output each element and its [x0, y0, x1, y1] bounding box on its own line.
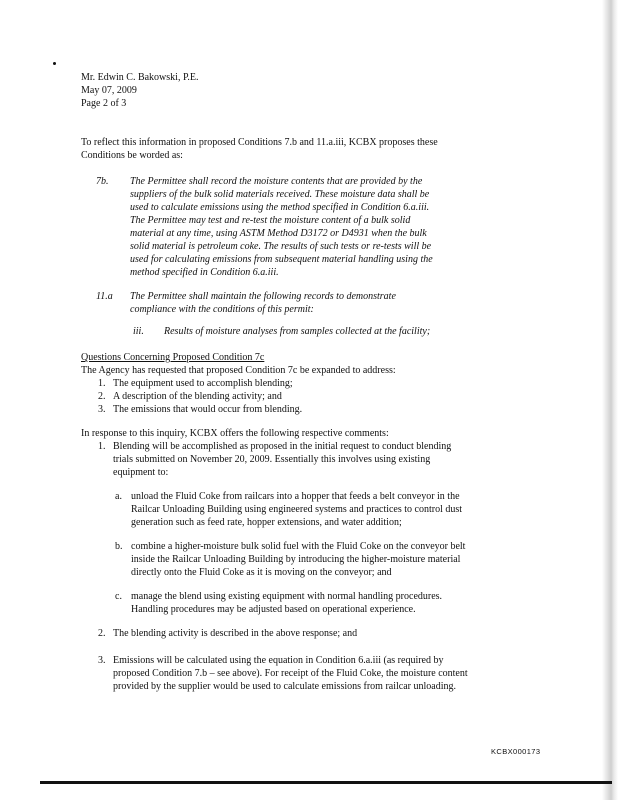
- intro-line-1: To reflect this information in proposed Conditions 7.b and 11.a.iii, KCBX proposes these: [81, 137, 438, 148]
- condition-11a-sub-label: iii.: [133, 326, 144, 337]
- question-item-number: 3.: [98, 404, 106, 415]
- response-item-3-line: proposed Condition 7.b – see above). For receipt of the Fluid Coke, the moisture content: [113, 668, 468, 679]
- question-item-text: A description of the blending activity; and: [113, 391, 282, 402]
- response-item-3-number: 3.: [98, 655, 106, 666]
- sub-item-c-label: c.: [115, 591, 122, 602]
- sub-item-c-line: manage the blend using existing equipment with normal handling procedures.: [131, 591, 443, 602]
- condition-7b-label: 7b.: [96, 176, 109, 187]
- sub-item-b-line: inside the Railcar Unloading Building by introducing the higher-moisture material: [131, 554, 461, 565]
- sub-item-a-label: a.: [115, 491, 122, 502]
- response-item-2-text: The blending activity is described in the above response; and: [113, 628, 358, 639]
- sub-item-a-line: unload the Fluid Coke from railcars into a hopper that feeds a belt conveyor in the: [131, 491, 460, 502]
- condition-7b-line: method specified in Condition 6.a.iii.: [130, 267, 279, 278]
- questions-intro: The Agency has requested that proposed Condition 7c be expanded to address:: [81, 365, 396, 376]
- condition-7b-line: material at any time, using ASTM Method D3172 or D4931 when the bulk: [130, 228, 427, 239]
- response-item-2-number: 2.: [98, 628, 106, 639]
- scan-bottom-edge: [40, 781, 612, 784]
- scan-edge-shadow: [602, 0, 618, 800]
- response-item-1-line: Blending will be accomplished as proposed in the initial request to conduct blending: [113, 441, 452, 452]
- condition-7b-line: suppliers of the bulk solid materials received. These moisture data shall be: [130, 189, 430, 200]
- response-item-3-line: Emissions will be calculated using the equation in Condition 6.a.iii (as required by: [113, 655, 444, 666]
- condition-7b-line: used for calculating emissions from subsequent material handling using the: [130, 254, 433, 265]
- condition-7b-line: The Permittee may test and re-test the moisture content of a bulk solid: [130, 215, 411, 226]
- condition-11a-line: compliance with the conditions of this permit:: [130, 304, 314, 315]
- response-intro: In response to this inquiry, KCBX offers the following respective comments:: [81, 428, 389, 439]
- questions-heading: Questions Concerning Proposed Condition 7c: [81, 352, 265, 363]
- intro-line-2: Conditions be worded as:: [81, 150, 183, 161]
- condition-7b-line: solid material is petroleum coke. The results of such tests or re-tests will be: [130, 241, 432, 252]
- page-number: Page 2 of 3: [81, 98, 127, 109]
- response-item-1-line: trials submitted on November 20, 2009. Essentially this involves using existing: [113, 454, 431, 465]
- sub-item-b-label: b.: [115, 541, 123, 552]
- sub-item-a-line: generation such as feed rate, hopper extensions, and water addition;: [131, 517, 402, 528]
- recipient-name: Mr. Edwin C. Bakowski, P.E.: [81, 72, 199, 83]
- bates-number: KCBX000173: [491, 747, 541, 756]
- sub-item-a-line: Railcar Unloading Building using engineered systems and practices to control dust: [131, 504, 463, 515]
- question-item-text: The equipment used to accomplish blending;: [113, 378, 293, 389]
- question-item-text: The emissions that would occur from blending.: [113, 404, 303, 415]
- condition-7b-line: used to calculate emissions using the method specified in Condition 6.a.iii.: [130, 202, 430, 213]
- condition-11a-sub-text: Results of moisture analyses from samples collected at the facility;: [164, 326, 431, 337]
- condition-11a-label: 11.a: [96, 291, 113, 302]
- question-item-number: 2.: [98, 391, 106, 402]
- condition-11a-line: The Permittee shall maintain the following records to demonstrate: [130, 291, 396, 302]
- question-item-number: 1.: [98, 378, 106, 389]
- scan-speck: [53, 62, 56, 65]
- sub-item-b-line: directly onto the Fluid Coke as it is moving on the conveyor; and: [131, 567, 392, 578]
- response-item-1-number: 1.: [98, 441, 106, 452]
- letter-date: May 07, 2009: [81, 85, 137, 96]
- sub-item-b-line: combine a higher-moisture bulk solid fuel with the Fluid Coke on the conveyor belt: [131, 541, 466, 552]
- condition-7b-line: The Permittee shall record the moisture contents that are provided by the: [130, 176, 423, 187]
- response-item-3-line: provided by the supplier would be used to calculate emissions from railcar unloading.: [113, 681, 456, 692]
- response-item-1-line: equipment to:: [113, 467, 169, 478]
- sub-item-c-line: Handling procedures may be adjusted based on operational experience.: [131, 604, 416, 615]
